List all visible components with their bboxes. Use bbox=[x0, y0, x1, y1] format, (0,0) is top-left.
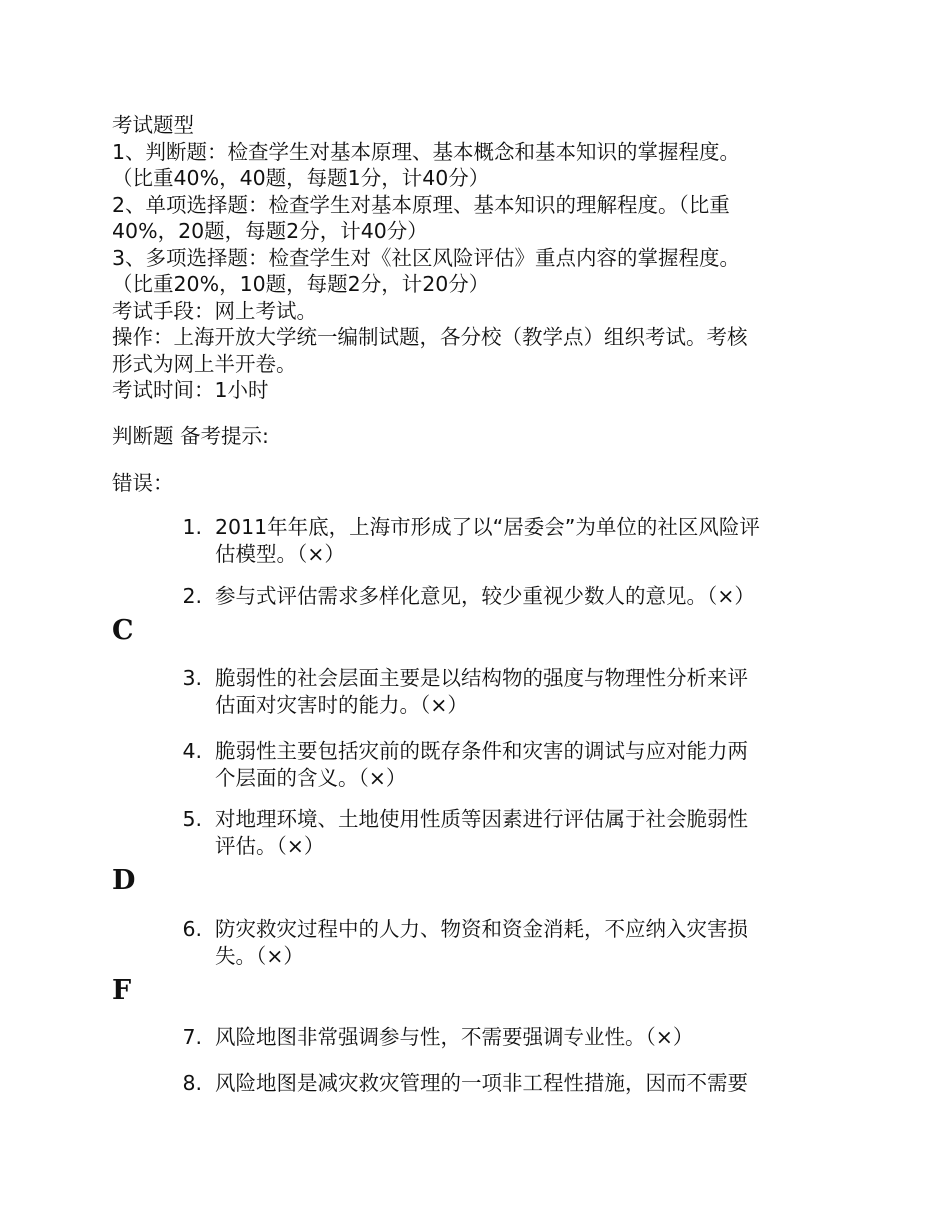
item-number: 5. bbox=[182, 807, 202, 831]
exam-type-heading: 考试题型 bbox=[112, 113, 194, 137]
item-text-line: 脆弱性的社会层面主要是以结构物的强度与物理性分析来评 bbox=[215, 666, 748, 690]
info-line: 形式为网上半开卷。 bbox=[112, 351, 297, 376]
item-text-line: 2011年年底，上海市形成了以“居委会”为单位的社区风险评 bbox=[215, 515, 760, 539]
index-letter-f: F bbox=[112, 975, 132, 1006]
item-text-line: 防灾救灾过程中的人力、物资和资金消耗，不应纳入灾害损 bbox=[215, 917, 748, 941]
item-text-line: 风险地图非常强调参与性，不需要强调专业性。（×） bbox=[215, 1025, 694, 1049]
item-text-line: 估面对灾害时的能力。（×） bbox=[215, 692, 468, 717]
item-text-line: 参与式评估需求多样化意见，较少重视少数人的意见。（×） bbox=[215, 584, 755, 608]
info-line: （比重20%，10题，每题2分，计20分） bbox=[112, 272, 490, 296]
info-line: 3、多项选择题：检查学生对《社区风险评估》重点内容的掌握程度。 bbox=[112, 245, 741, 270]
section-label-wrong: 错误： bbox=[112, 471, 174, 495]
info-line: 考试时间：1小时 bbox=[112, 378, 269, 402]
item-text-line: 失。（×） bbox=[215, 943, 304, 968]
item-text-line: 个层面的含义。（×） bbox=[215, 765, 407, 790]
item-text-line: 对地理环境、土地使用性质等因素进行评估属于社会脆弱性 bbox=[215, 807, 748, 831]
info-line: 2、单项选择题：检查学生对基本原理、基本知识的理解程度。（比重 bbox=[112, 192, 730, 217]
item-text-line: 脆弱性主要包括灾前的既存条件和灾害的调试与应对能力两 bbox=[215, 739, 748, 763]
info-line: 1、判断题：检查学生对基本原理、基本概念和基本知识的掌握程度。 bbox=[112, 139, 741, 164]
item-number: 1. bbox=[182, 515, 202, 539]
item-number: 4. bbox=[182, 739, 202, 763]
exam-info-block bbox=[112, 112, 872, 404]
item-number: 7. bbox=[182, 1025, 202, 1049]
item-number: 6. bbox=[182, 917, 202, 941]
item-text-line: 风险地图是减灾救灾管理的一项非工程性措施，因而不需要 bbox=[215, 1071, 748, 1095]
index-letter-c: C bbox=[112, 615, 134, 646]
item-number: 8. bbox=[182, 1071, 202, 1095]
item-text-line: 评估。（×） bbox=[215, 833, 325, 858]
info-line: 操作：上海开放大学统一编制试题，各分校（教学点）组织考试。考核 bbox=[112, 325, 748, 349]
section-title: 判断题 备考提示: bbox=[112, 424, 269, 448]
info-line: 考试手段：网上考试。 bbox=[112, 298, 317, 323]
item-text-line: 估模型。（×） bbox=[215, 541, 345, 566]
index-letter-d: D bbox=[112, 865, 136, 896]
item-number: 2. bbox=[182, 584, 202, 608]
info-line: 40%，20题，每题2分，计40分） bbox=[112, 219, 428, 243]
info-line: （比重40%，40题，每题1分，计40分） bbox=[112, 166, 490, 190]
item-number: 3. bbox=[182, 666, 202, 690]
